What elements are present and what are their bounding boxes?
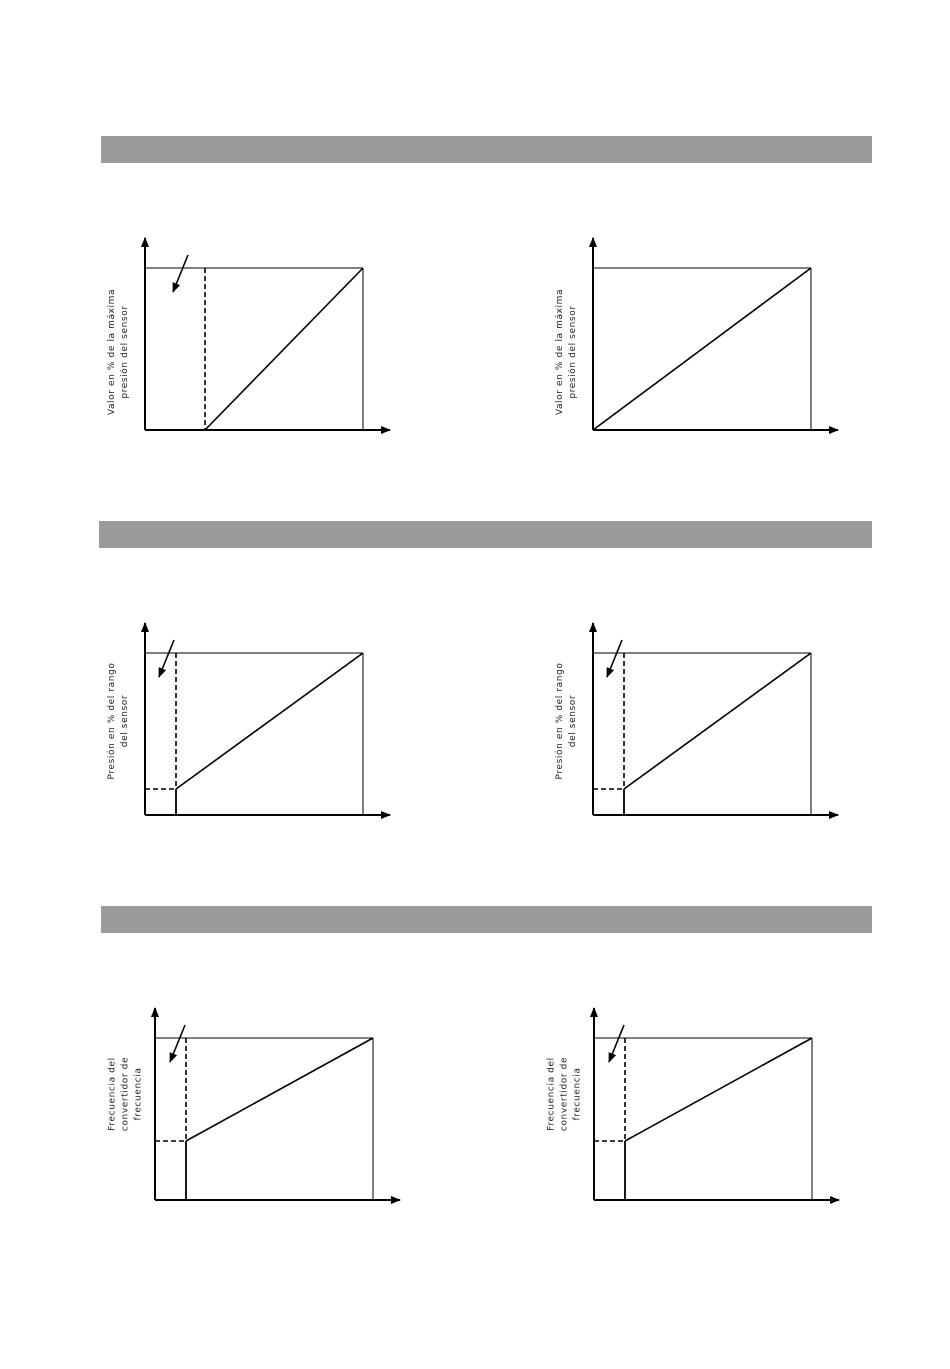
ramp-line: [625, 1038, 812, 1141]
ramp-line: [186, 1038, 373, 1141]
diagram-3-left: [155, 1008, 400, 1200]
diagram-2-right: [593, 623, 838, 815]
diagram-1-right: [593, 238, 838, 430]
pointer-arrow: [607, 640, 622, 677]
diagram-1-left: [145, 238, 390, 430]
ramp-line: [593, 268, 811, 430]
pointer-arrow: [173, 255, 188, 292]
pointer-arrow: [170, 1025, 185, 1062]
ramp-line: [176, 653, 363, 789]
diagram-3-right: [594, 1008, 839, 1200]
pointer-arrow: [159, 640, 174, 677]
ramp-line: [205, 268, 363, 430]
pointer-arrow: [609, 1025, 624, 1062]
ramp-line: [624, 653, 811, 789]
diagram-2-left: [145, 623, 390, 815]
